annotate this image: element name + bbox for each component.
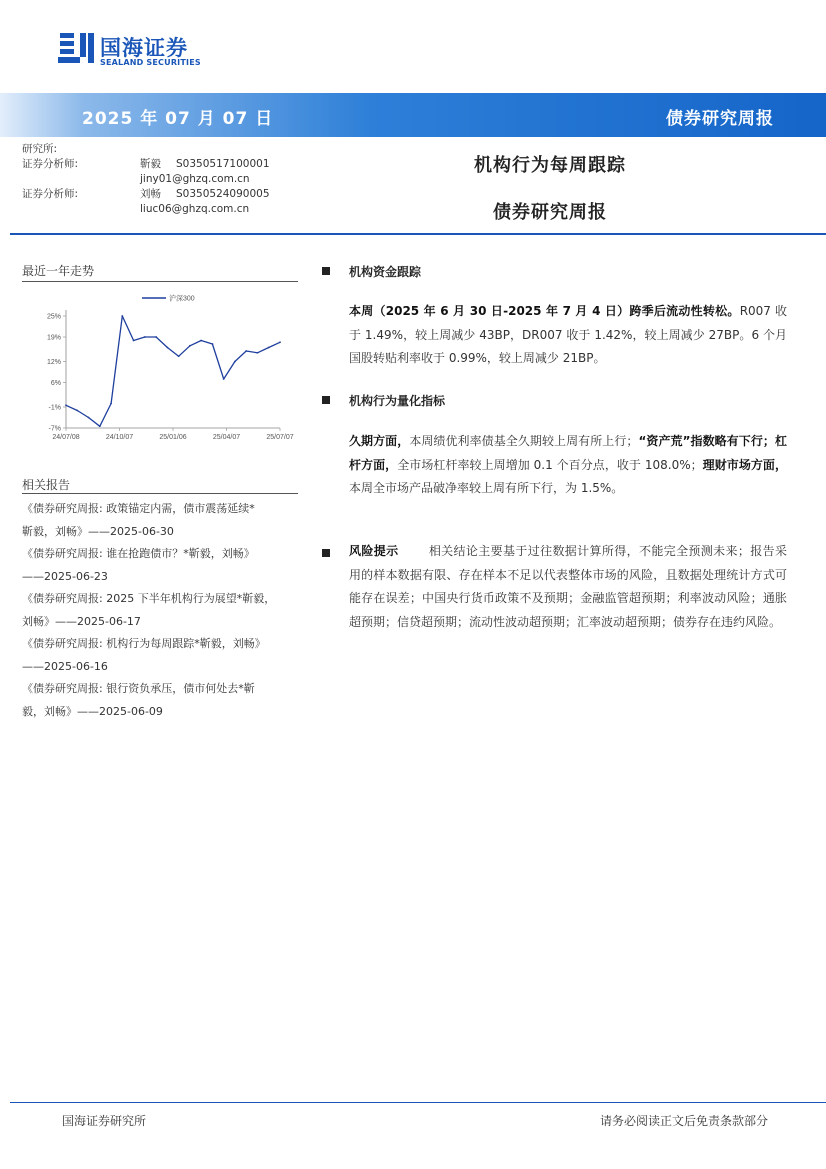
leverage-label: 杠杆方面， — [349, 434, 787, 472]
related-report-line[interactable]: 毅，刘畅》——2025-06-09 — [22, 704, 163, 718]
leverage-text: 全市场杠杆率较上周增加 0.1 个百分点，收于 108.0%； — [397, 457, 703, 472]
data-point — [88, 417, 90, 419]
data-point — [133, 340, 135, 342]
analyst-email[interactable]: liuc06@ghzq.com.cn — [140, 203, 250, 215]
data-point — [65, 404, 67, 406]
data-point — [76, 410, 78, 412]
data-point — [200, 340, 202, 342]
trend-chart — [22, 288, 298, 448]
related-divider — [22, 493, 298, 494]
bullet-icon — [322, 549, 330, 557]
footer-disclaimer: 请务必阅读正文后免责条款部分 — [599, 1114, 768, 1128]
y-tick-label: 12% — [46, 359, 61, 366]
related-report-line[interactable]: 《债券研究周报: 机构行为每周跟踪*靳毅，刘畅》 — [22, 637, 266, 650]
data-point — [121, 315, 123, 317]
data-point — [268, 347, 270, 349]
x-tick-label: 24/07/08 — [52, 434, 80, 441]
brand-name-cn: 国海证券 — [100, 36, 188, 60]
quant-heading: 机构行为量化指标 — [349, 394, 446, 408]
report-title: 机构行为每周跟踪 — [474, 155, 626, 176]
related-report-line[interactable]: 《债券研究周报: 银行资负承压，债市何处去*靳 — [22, 682, 255, 695]
risk-paragraph — [349, 540, 787, 634]
bullet-icon — [322, 396, 330, 404]
x-tick-label: 25/07/07 — [266, 434, 294, 441]
quant-paragraph — [349, 430, 787, 501]
x-tick-label: 24/10/07 — [105, 434, 134, 441]
analyst-role: 证券分析师: — [22, 188, 79, 200]
sealand-logo — [58, 30, 218, 70]
data-point — [279, 341, 281, 343]
bullet-icon — [322, 267, 330, 275]
related-report-list — [22, 498, 302, 723]
x-tick-label: 25/04/07 — [212, 434, 241, 441]
data-point — [234, 361, 236, 363]
data-point — [110, 403, 112, 405]
legend-label: 沪深300 — [169, 295, 195, 303]
report-subtitle: 债券研究周报 — [493, 202, 607, 223]
related-report-line[interactable]: ——2025-06-23 — [22, 569, 108, 583]
header-divider — [10, 233, 826, 235]
asset-shortage-text: “资产荒”指数略有下行； — [638, 434, 775, 448]
report-type: 债券研究周报 — [666, 109, 774, 129]
funds-body: R007 收于 1.49%，较上周减少 43BP，DR007 收于 1.42%，较上周减少 27BP。6 个月国股转贴利率收于 0.99%，较上周减少 21BP。 — [349, 304, 787, 365]
related-report-line[interactable]: 刘畅》——2025-06-17 — [22, 614, 141, 628]
data-point — [178, 355, 180, 357]
related-report-line[interactable]: 《债券研究周报: 谁在抢跑债市？*靳毅，刘畅》 — [22, 547, 255, 560]
funds-paragraph — [349, 300, 787, 371]
related-report-line[interactable]: 《债券研究周报: 政策锚定内需，债市震荡延续* — [22, 502, 255, 515]
wealth-text: 本周全市场产品破净率较上周有所下行，为 1.5%。 — [349, 481, 624, 495]
series-line-hs300 — [66, 316, 280, 426]
report-date: 2025 年 07 月 07 日 — [82, 109, 274, 129]
related-heading: 相关报告 — [22, 478, 71, 492]
header-banner — [0, 93, 826, 137]
risk-heading: 风险提示 — [349, 544, 399, 558]
analyst-email[interactable]: jiny01@ghzq.com.cn — [140, 173, 250, 185]
data-point — [212, 343, 214, 345]
brand-name-en: SEALAND SECURITIES — [100, 58, 201, 67]
data-point — [166, 347, 168, 349]
analyst-name: 刘畅 — [140, 188, 161, 200]
data-point — [99, 425, 101, 427]
related-report-line[interactable]: 靳毅，刘畅》——2025-06-30 — [22, 524, 174, 538]
analyst-name: 靳毅 — [140, 158, 161, 170]
y-tick-label: 6% — [50, 380, 61, 387]
data-point — [189, 345, 191, 347]
analyst-cert: S0350524090005 — [176, 188, 270, 200]
y-tick-label: 19% — [46, 334, 61, 342]
y-tick-label: 25% — [46, 313, 61, 321]
analyst-role: 证券分析师: — [22, 158, 79, 170]
trend-heading: 最近一年走势 — [22, 264, 95, 278]
duration-text: 本周绩优利率债基全久期较上周有所上行； — [409, 434, 639, 448]
footer-institute: 国海证券研究所 — [62, 1114, 147, 1128]
institute-label: 研究所: — [22, 143, 58, 155]
wealth-label: 理财市场方面， — [702, 457, 787, 472]
funds-lead: 本周（2025 年 6 月 30 日-2025 年 7 月 4 日）跨季后流动性转松。 — [349, 304, 740, 318]
sealand-logo-icon — [58, 32, 96, 66]
data-point — [223, 378, 225, 380]
risk-body: 相关结论主要基于过往数据计算所得，不能完全预测未来；报告采用的样本数据有限、存在样本不足以代表整体市场的风险，且数据处理统计方式可能存在误差；中国央行货币政策不及预期；金融监管超预期；利率波动风险；通胀超预期；信贷超预期；流动性波动超预期；汇率波动超预期；债券存在违约风险。 — [349, 544, 787, 629]
related-report-line[interactable]: 《债券研究周报: 2025 下半年机构行为展望*靳毅， — [22, 592, 276, 605]
data-point — [257, 352, 259, 354]
trend-divider — [22, 281, 298, 282]
y-tick-label: -7% — [48, 425, 61, 433]
x-tick-label: 25/01/06 — [159, 434, 187, 441]
data-point — [245, 350, 247, 352]
funds-heading: 机构资金跟踪 — [349, 265, 422, 279]
data-point — [144, 336, 146, 338]
y-tick-label: -1% — [48, 404, 61, 412]
related-report-line[interactable]: ——2025-06-16 — [22, 659, 108, 673]
data-point — [155, 336, 157, 338]
footer-divider — [10, 1102, 826, 1103]
analyst-cert: S0350517100001 — [176, 158, 270, 170]
duration-label: 久期方面， — [349, 434, 410, 448]
